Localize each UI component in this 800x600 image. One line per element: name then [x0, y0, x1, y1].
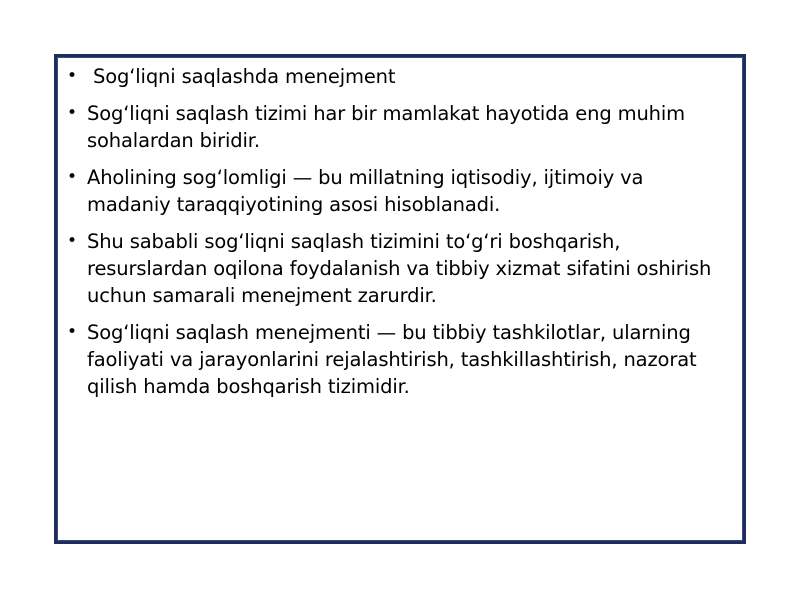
- bullet-item: [65, 319, 730, 400]
- bullet-text: Sog‘liqni saqlash tizimi har bir mamlakat hayotida eng muhim sohalardan biridir.: [87, 102, 685, 152]
- bullet-item-title: [65, 63, 730, 90]
- bullet-text: Shu sababli sog‘liqni saqlash tizimini to‘g‘ri boshqarish, resurslardan oqilona foydalanish va tibbiy xizmat sifatini oshirish uchun samarali menejment zarurdir.: [87, 230, 712, 307]
- bullet-dot-icon: •: [67, 103, 77, 123]
- content-frame: [54, 54, 746, 544]
- bullet-dot-icon: •: [67, 66, 77, 86]
- bullet-text: Sog‘liqni saqlash menejmenti — bu tibbiy tashkilotlar, ularning faoliyati va jarayonlarini rejalashtirish, tashkillashtirish, nazorat qilish hamda boshqarish tizimidir.: [87, 321, 697, 398]
- bullet-item: [65, 228, 730, 309]
- bullet-dot-icon: •: [67, 322, 77, 342]
- bullet-item: [65, 164, 730, 218]
- bullet-list: [65, 63, 730, 410]
- bullet-text: Sog‘liqni saqlashda menejment: [93, 65, 396, 88]
- bullet-dot-icon: •: [67, 231, 77, 251]
- bullet-text: Aholining sog‘lomligi — bu millatning iqtisodiy, ijtimoiy va madaniy taraqqiyotining asosi hisoblanadi.: [87, 166, 644, 216]
- bullet-item: [65, 100, 730, 154]
- bullet-dot-icon: •: [67, 167, 77, 187]
